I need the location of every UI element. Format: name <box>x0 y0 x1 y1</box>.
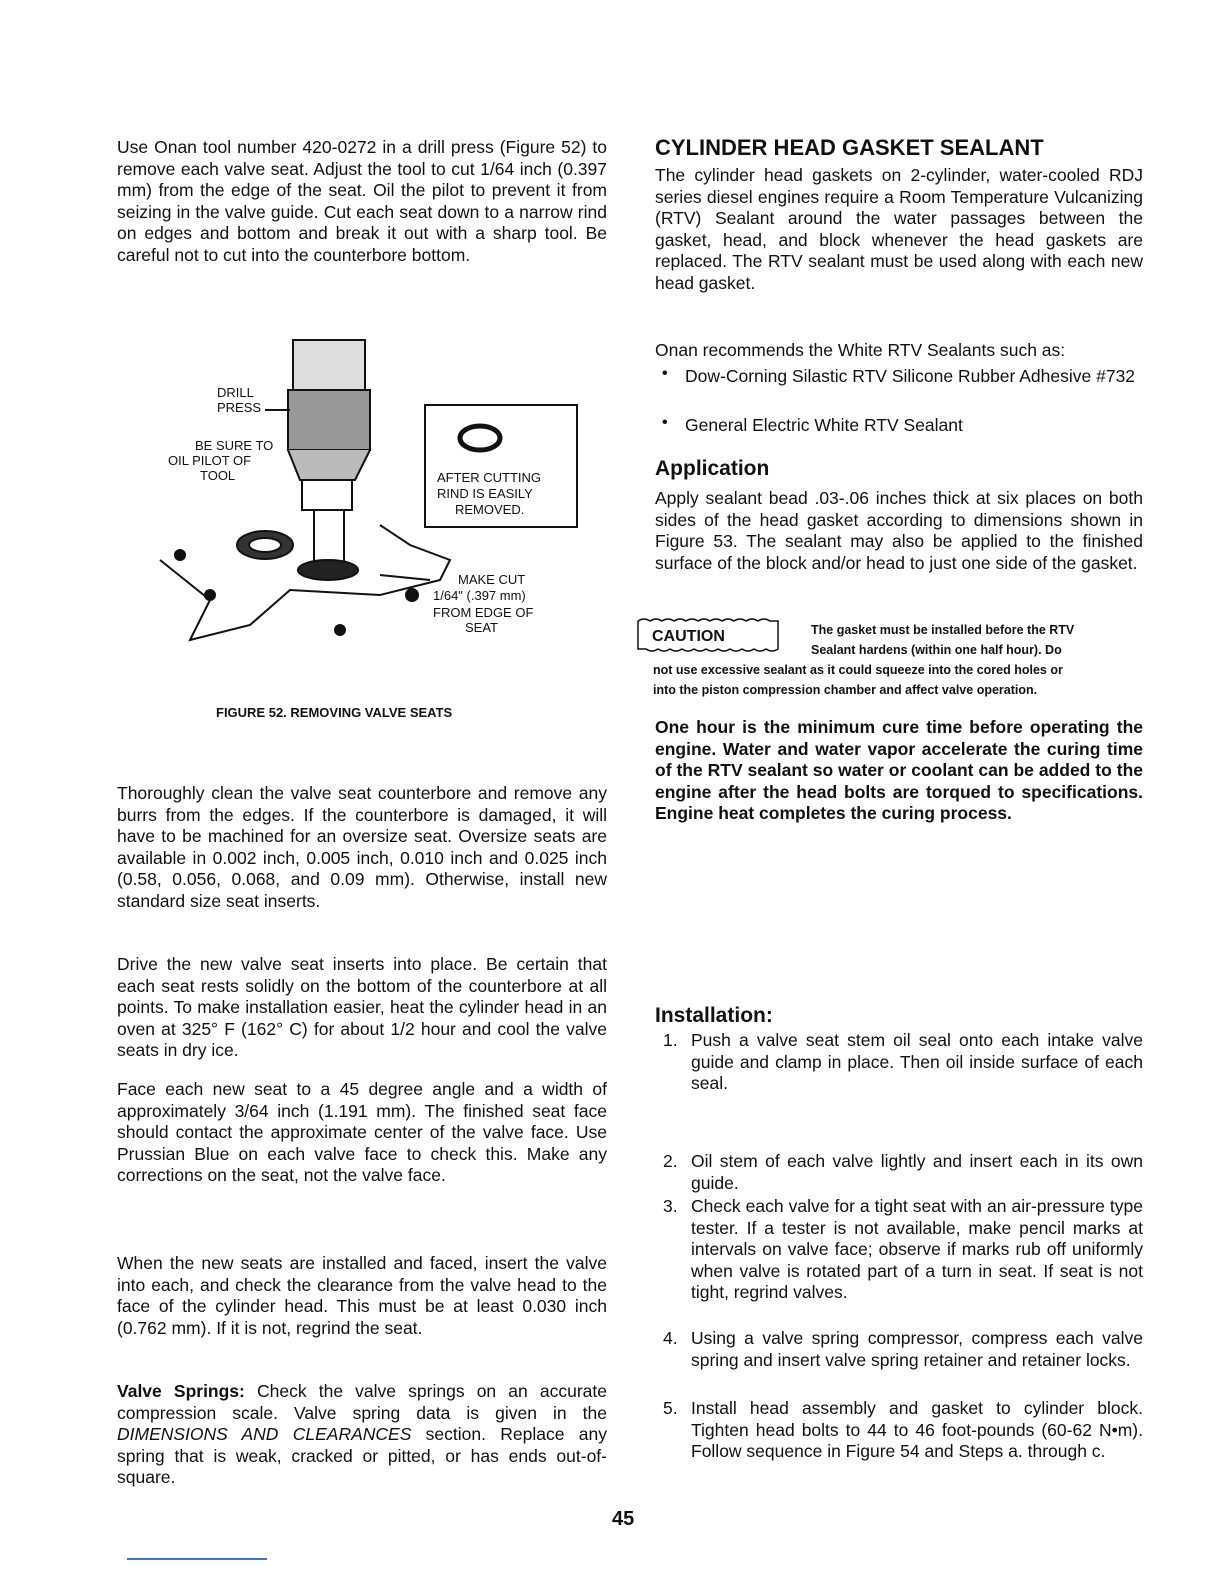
page-number: 45 <box>612 1508 635 1530</box>
step-item <box>663 1328 1143 1371</box>
step-number: 1. <box>663 1030 678 1050</box>
cure-text: One hour is the minimum cure time before operating the engine. Water and water vapor accelerate the curing time of the RTV sealant so water or coolant can be added to the engine after the head bolts are torqued to specifications. Engine heat completes the curing process. <box>655 717 1143 823</box>
insert-text: Drive the new valve seat inserts into place. Be certain that each seat rests solidly on the bottom of the counterbore at all points. To make installation easier, heat the cylinder head in an oven at 325° F (162° C) for about 1/2 hour and cool the valve seats in dry ice. <box>117 954 607 1060</box>
valve-springs-text <box>117 1381 607 1489</box>
face-paragraph <box>117 1079 607 1187</box>
step-text: Oil stem of each valve lightly and insert each in its own guide. <box>691 1151 1143 1193</box>
caution-label: CAUTION <box>652 628 725 645</box>
application-heading: Application <box>655 457 770 480</box>
valve-springs-paragraph <box>117 1381 607 1489</box>
section-heading: CYLINDER HEAD GASKET SEALANT <box>655 135 1044 160</box>
label-oil-3: TOOL <box>200 468 236 483</box>
step-number: 3. <box>663 1196 678 1216</box>
step-number: 5. <box>663 1398 678 1418</box>
clearance-text: When the new seats are installed and faced, insert the valve into each, and check the clearance from the valve head to the face of the cylinder head. This must be at least 0.030 inch (0.762 mm). If it is not, regrind the seat. <box>117 1253 607 1338</box>
recommend-text: Onan recommends the White RTV Sealants such as: <box>655 340 1066 360</box>
counterbore-paragraph <box>117 783 607 912</box>
label-cut-4: SEAT <box>465 620 498 635</box>
caution-line: The gasket must be installed before the RTV <box>811 623 1075 637</box>
bullet-icon: • <box>662 414 668 431</box>
label-cut-2: 1/64" (.397 mm) <box>433 588 526 603</box>
caution-line: not use excessive sealant as it could squeeze into the cored holes or <box>653 663 1063 677</box>
intro-paragraph <box>117 137 607 266</box>
caution-line: Sealant hardens (within one half hour). Do <box>811 643 1062 657</box>
label-press: PRESS <box>217 400 262 415</box>
step-item <box>663 1151 1143 1194</box>
insert-paragraph <box>117 954 607 1062</box>
step-item <box>663 1398 1143 1463</box>
valve-springs-text-b: section. Replace any spring that is weak, cracked or pitted, or has ends out-of-square. <box>117 1424 608 1487</box>
step-text: Using a valve spring compressor, compress each valve spring and insert valve spring retainer and retainer locks. <box>691 1328 1143 1370</box>
label-cut-1: MAKE CUT <box>458 572 526 587</box>
label-after-1: AFTER CUTTING <box>437 470 541 485</box>
clearance-paragraph <box>117 1253 607 1339</box>
figure-caption: FIGURE 52. REMOVING VALVE SEATS <box>216 705 453 720</box>
gasket-text: The cylinder head gaskets on 2-cylinder, water-cooled RDJ series diesel engines require a Room Temperature Vulcanizing (RTV) Sealant around the water passages between the gasket, head, and block whenever the head gaskets are replaced. The RTV sealant must be used along with each new head gasket. <box>655 165 1143 293</box>
application-text: Apply sealant bead .03-.06 inches thick at six places on both sides of the head gasket according to dimensions shown in Figure 53. The sealant may also be applied to the finished surface of the block and/or head to just one side of the gasket. <box>655 488 1143 573</box>
caution-text <box>653 620 1145 700</box>
counterbore-text: Thoroughly clean the valve seat counterbore and remove any burrs from the edges. If the counterbore is damaged, it will have to be machined for an oversize seat. Oversize seats are available in 0.002 inch, 0.005 inch, 0.010 inch and 0.025 inch (0.58, 0.056, 0.068, and 0.09 mm). Otherwise, install new standard size seat inserts. <box>117 783 607 911</box>
step-text: Check each valve for a tight seat with an air-pressure type tester. If a tester is not available, make pencil marks at intervals on valve face; observe if marks rub off uniformly when valve is rotated part of a turn in seat. If seat is not tight, regrind valves. <box>691 1196 1143 1302</box>
step-text: Install head assembly and gasket to cylinder block. Tighten head bolts to 44 to 46 foot-pounds (60-62 N•m). Follow sequence in Figure 54 and Steps a. through c. <box>691 1398 1143 1461</box>
label-oil-2: OIL PILOT OF <box>168 453 252 468</box>
bullet-item <box>662 366 1142 388</box>
step-number: 4. <box>663 1328 678 1348</box>
bullet-icon: • <box>662 365 668 382</box>
footer-rule <box>127 1558 267 1560</box>
valve-springs-label: Valve Springs: <box>117 1381 245 1401</box>
caution-line: into the piston compression chamber and affect valve operation. <box>653 683 1038 697</box>
face-text: Face each new seat to a 45 degree angle and a width of approximately 3/64 inch (1.191 mm). The finished seat face should contact the approximate center of the valve face. Use Prussian Blue on each valve face to check this. Make any corrections on the seat, not the valve face. <box>117 1079 607 1185</box>
intro-text: Use Onan tool number 420-0272 in a drill press (Figure 52) to remove each valve seat. Adjust the tool to cut 1/64 inch (0.397 mm) from the edge of the seat. Oil the pilot to prevent it from seizing in the valve guide. Cut each seat down to a narrow rind on edges and bottom and break it out with a sharp tool. Be careful not to cut into the counterbore bottom. <box>117 137 607 265</box>
step-item <box>663 1196 1143 1304</box>
figure-52-drill-press <box>150 330 590 690</box>
bullet-item <box>662 415 1142 437</box>
valve-springs-text-a: Check the valve springs on an accurate compression scale. Valve spring data is given in the <box>117 1381 607 1423</box>
recommend-paragraph <box>655 340 1143 362</box>
step-text: Push a valve seat stem oil seal onto each intake valve guide and clamp in place. Then oil inside surface of each seal. <box>691 1030 1143 1093</box>
dimensions-reference: DIMENSIONS AND CLEARANCES <box>117 1424 412 1444</box>
application-paragraph <box>655 488 1143 574</box>
label-cut-3: FROM EDGE OF <box>433 605 534 620</box>
label-drill: DRILL <box>217 385 254 400</box>
step-number: 2. <box>663 1151 678 1171</box>
label-after-3: REMOVED. <box>455 502 525 517</box>
bullet-text: General Electric White RTV Sealant <box>685 415 963 435</box>
label-after-2: RIND IS EASILY <box>437 486 533 501</box>
label-oil-1: BE SURE TO <box>195 438 274 453</box>
cure-paragraph <box>655 717 1143 825</box>
step-item <box>663 1030 1143 1095</box>
bullet-text: Dow-Corning Silastic RTV Silicone Rubber Adhesive #732 <box>685 366 1136 386</box>
installation-heading: Installation: <box>655 1004 773 1027</box>
gasket-paragraph <box>655 165 1143 294</box>
